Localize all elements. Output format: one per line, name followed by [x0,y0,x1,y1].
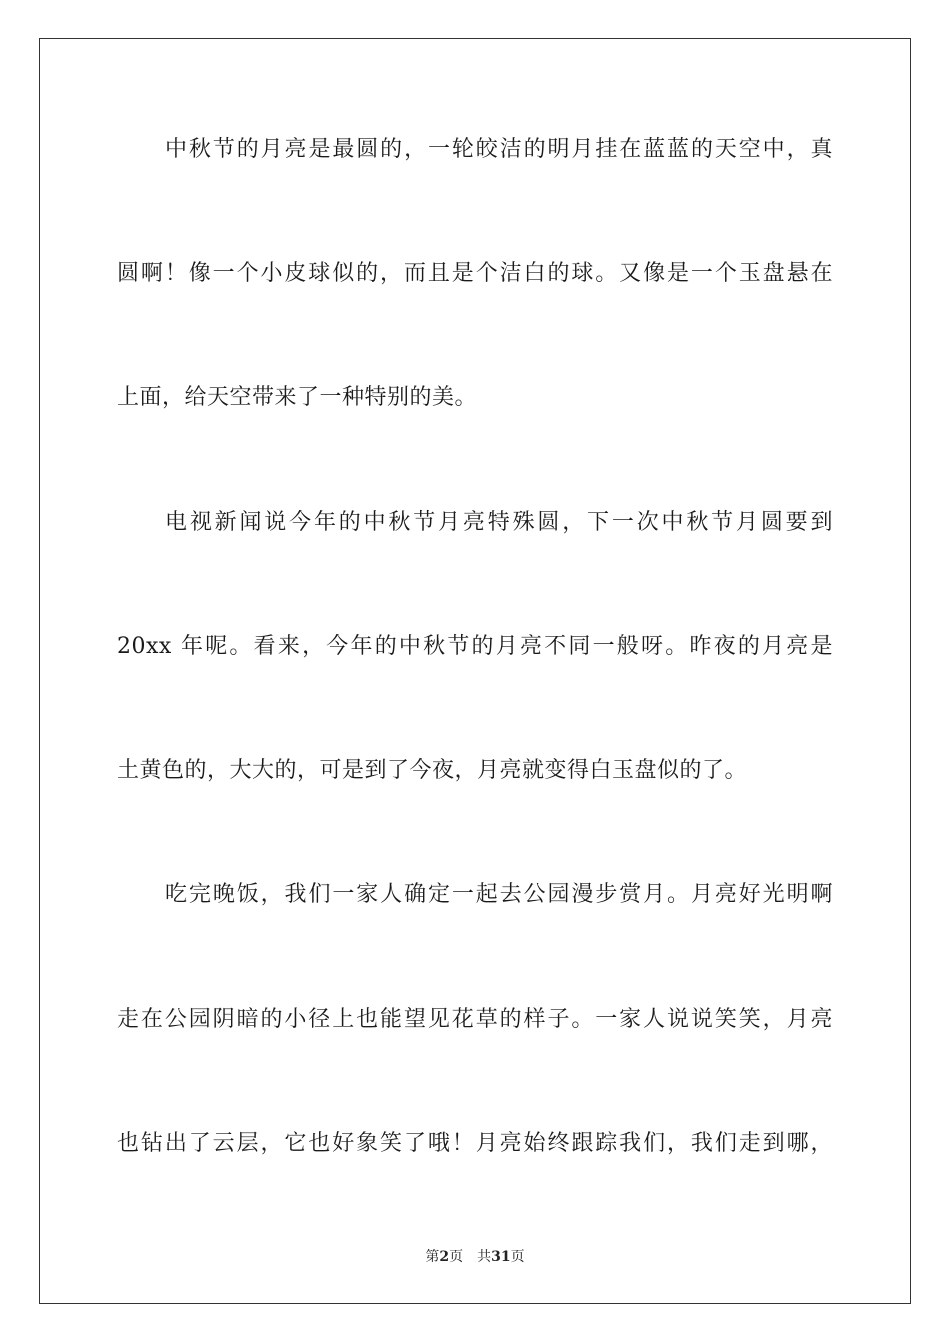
paragraph-1-line-3: 上面，给天空带来了一种特别的美。 [117,385,478,410]
page-footer [0,1248,950,1266]
paragraph-3-line-1: 吃完晚饭，我们一家人确定一起去公园漫步赏月。月亮好光明啊 [165,882,833,907]
paragraph-1-line-2: 圆啊！像一个小皮球似的，而且是个洁白的球。又像是一个玉盘悬在 [117,261,833,286]
paragraph-3-line-3: 也钻出了云层，它也好象笑了哦！月亮始终跟踪我们，我们走到哪， [117,1131,833,1156]
page-number-current: 2 [439,1249,450,1265]
paragraph-3-line-2: 走在公园阴暗的小径上也能望见花草的样子。一家人说说笑笑，月亮 [117,1007,833,1032]
page-total-suffix: 页 [510,1249,525,1265]
page-number-prefix: 第 [425,1249,440,1265]
paragraph-2-line-3: 土黄色的，大大的，可是到了今夜，月亮就变得白玉盘似的了。 [117,758,748,783]
paragraph-2-line-2: 20xx 年呢。看来，今年的中秋节的月亮不同一般呀。昨夜的月亮是 [117,634,833,659]
page-frame [39,38,911,1304]
paragraph-2-line-1: 电视新闻说今年的中秋节月亮特殊圆，下一次中秋节月圆要到 [165,510,833,535]
page-total-count: 31 [491,1249,511,1265]
page-number-suffix: 页 [449,1249,464,1265]
paragraph-1-line-1: 中秋节的月亮是最圆的，一轮皎洁的明月挂在蓝蓝的天空中，真 [165,137,833,162]
page-total-prefix: 共 [477,1249,492,1265]
